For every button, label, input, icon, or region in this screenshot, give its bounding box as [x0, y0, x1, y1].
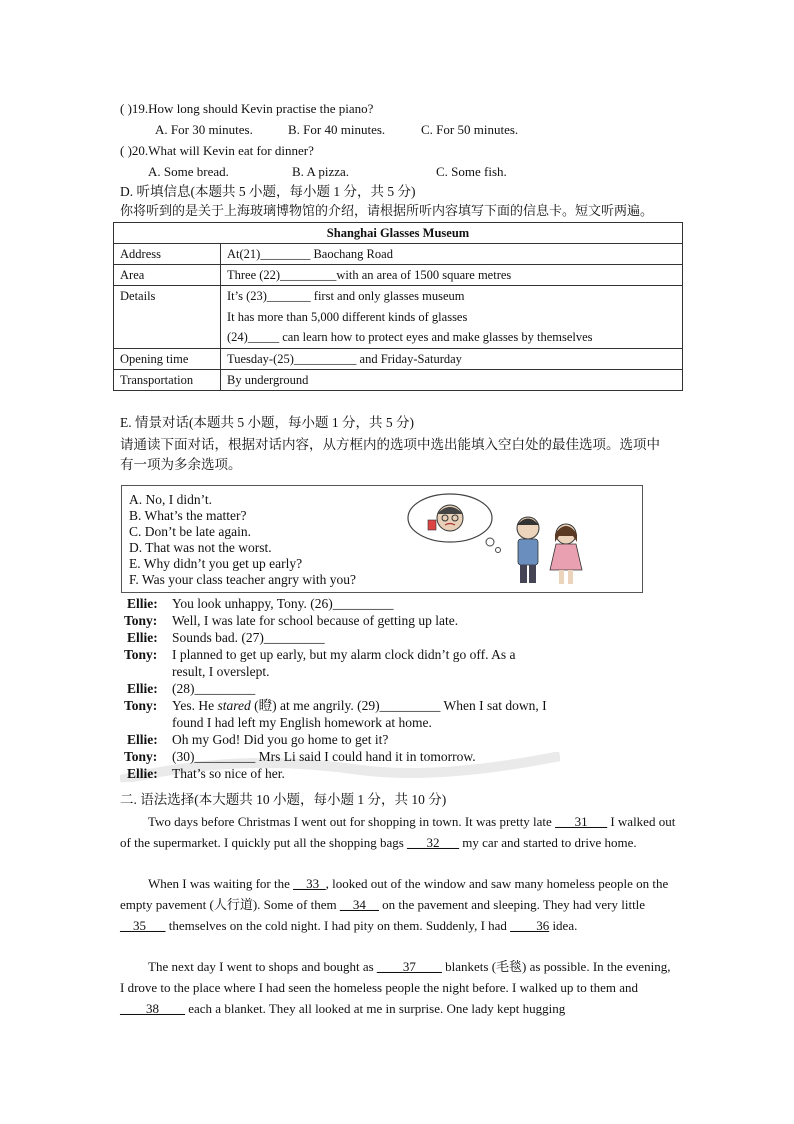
- detail-line: It has more than 5,000 different kinds of glasses: [227, 309, 468, 324]
- row-label: Address: [114, 244, 221, 265]
- passage-text: each a blanket. They all looked at me in surprise. One lady kept hugging: [185, 1001, 566, 1016]
- dialogue-text: (30)_________ Mrs Li said I could hand it in tomorrow.: [172, 749, 476, 764]
- row-value: Tuesday-(25)__________ and Friday-Saturday: [221, 348, 683, 369]
- option-f: F. Was your class teacher angry with you?: [129, 572, 357, 587]
- section-d-instruction: 你将听到的是关于上海玻璃博物馆的介绍，请根据所听内容填写下面的信息卡。短文听两遍。: [120, 203, 654, 218]
- passage-text: on the pavement and sleeping. They had very little: [378, 897, 646, 912]
- q19-option-b: B. For 40 minutes.: [288, 122, 386, 137]
- speaker-ellie: Ellie:: [127, 766, 158, 781]
- dialogue-text-before: Yes. He: [172, 698, 218, 713]
- dialogue-continuation: found I had left my English homework at home.: [172, 715, 432, 730]
- table-row: [114, 286, 683, 349]
- speaker-tony: Tony:: [124, 647, 158, 662]
- dialogue-text: (28)_________: [172, 681, 256, 696]
- blank-35: __35___: [120, 918, 166, 933]
- dialogue-line: [124, 697, 547, 714]
- detail-line: (24)_____ can learn how to protect eyes and make glasses by themselves: [227, 330, 593, 344]
- row-label: Area: [114, 265, 221, 286]
- q20-option-b: B. A pizza.: [292, 164, 350, 179]
- section-e-instruction-1: 请通读下面对话，根据对话内容，从方框内的选项中选出能填入空白处的最佳选项。选项中: [120, 437, 660, 452]
- dialogue-text: Sounds bad. (27)_________: [172, 630, 325, 645]
- table-row: [114, 369, 683, 390]
- dialogue-text: You look unhappy, Tony. (26)_________: [172, 596, 394, 611]
- section-e-title: E. 情景对话(本题共 5 小题，每小题 1 分，共 5 分): [120, 415, 414, 430]
- options-box: [121, 485, 643, 593]
- blank-37: ____37____: [376, 959, 442, 974]
- q19-option-c: C. For 50 minutes.: [421, 122, 519, 137]
- dialogue-text: I planned to get up early, but my alarm clock didn’t go off. As a: [172, 647, 516, 662]
- option-c: C. Don’t be late again.: [129, 524, 251, 539]
- blank-32: ___32___: [407, 835, 460, 850]
- speaker-ellie: Ellie:: [127, 732, 158, 747]
- speaker-tony: Tony:: [124, 749, 158, 764]
- section-d-title: D. 听填信息(本题共 5 小题，每小题 1 分，共 5 分): [120, 184, 416, 199]
- passage-text: When I was waiting for the: [148, 876, 294, 891]
- dialogue-text: Oh my God! Did you go home to get it?: [172, 732, 389, 747]
- children-illustration-icon: [398, 490, 630, 588]
- row-value: Three (22)_________with an area of 1500 square metres: [221, 265, 683, 286]
- question-20: [120, 143, 314, 159]
- question-20-text: What will Kevin eat for dinner?: [148, 143, 314, 158]
- stared-word: stared: [217, 698, 251, 713]
- row-value: [221, 286, 683, 349]
- row-label: Details: [114, 286, 221, 349]
- question-19-text: How long should Kevin practise the piano?: [148, 101, 374, 116]
- blank-31: ___31___: [555, 814, 608, 829]
- section-e-instruction-2: 有一项为多余选项。: [120, 457, 242, 472]
- row-label: Transportation: [114, 369, 221, 390]
- question-19-bracket: ( )19.: [120, 101, 149, 116]
- option-d: D. That was not the worst.: [129, 540, 272, 555]
- row-value: At(21)________ Baochang Road: [221, 244, 683, 265]
- q20-option-c: C. Some fish.: [436, 164, 507, 179]
- row-value: By underground: [221, 369, 683, 390]
- speaker-tony: Tony:: [124, 613, 158, 628]
- dialogue-text: That’s so nice of her.: [172, 766, 285, 781]
- passage-paragraph-1: [120, 811, 678, 853]
- question-19: [120, 101, 373, 117]
- dialogue-continuation: result, I overslept.: [172, 664, 270, 679]
- option-e: E. Why didn’t you get up early?: [129, 556, 303, 571]
- dialogue-line: [127, 629, 325, 646]
- speaker-ellie: Ellie:: [127, 681, 158, 696]
- row-label: Opening time: [114, 348, 221, 369]
- passage-text: I walked out of the supermarket. I quickly put all the shopping bags: [120, 814, 676, 850]
- dialogue-text-after: (瞪) at me angrily. (29)_________ When I sat down, I: [250, 698, 547, 713]
- dialogue-line: [127, 595, 393, 612]
- q20-option-a: A. Some bread.: [148, 164, 229, 179]
- table-row: [114, 244, 683, 265]
- passage-text: , looked out of the window and saw many homeless people on the empty pavement (人行道). Some of them: [120, 876, 669, 912]
- blank-33: __33_: [293, 876, 326, 891]
- question-20-bracket: ( )20.: [120, 143, 149, 158]
- table-header-row: [114, 223, 683, 244]
- passage-text: themselves on the cold night. I had pity on them. Suddenly, I had: [165, 918, 511, 933]
- grammar-section-title: 二. 语法选择(本大题共 10 小题，每小题 1 分，共 10 分): [120, 792, 447, 807]
- dialogue-line: [127, 680, 255, 697]
- passage-text: The next day I went to shops and bought as: [148, 959, 377, 974]
- detail-line: It’s (23)_______ first and only glasses museum: [227, 289, 465, 303]
- table-row: [114, 348, 683, 369]
- passage-text: blankets (毛毯) as possible. In the evening, I drove to the place where I had seen the homeless people the night before. I walked up to them and: [120, 959, 671, 995]
- passage-paragraph-2: [120, 873, 678, 936]
- info-card-table: [113, 222, 683, 391]
- passage-text: idea.: [549, 918, 578, 933]
- q19-option-a: A. For 30 minutes.: [155, 122, 253, 137]
- dialogue-line: [127, 731, 388, 748]
- table-row: [114, 265, 683, 286]
- passage-text: my car and started to drive home.: [459, 835, 637, 850]
- dialogue-line: [124, 612, 458, 629]
- dialogue-text: Well, I was late for school because of getting up late.: [172, 613, 459, 628]
- blank-38: ____38____: [120, 1001, 185, 1016]
- option-a: A. No, I didn’t.: [129, 492, 212, 507]
- passage-paragraph-3: [120, 956, 678, 1019]
- blank-34: __34__: [339, 897, 379, 912]
- passage-text: Two days before Christmas I went out for shopping in town. It was pretty late: [148, 814, 556, 829]
- speaker-tony: Tony:: [124, 698, 158, 713]
- option-b: B. What’s the matter?: [129, 508, 247, 523]
- blank-36: ____36: [510, 918, 550, 933]
- table-header: Shanghai Glasses Museum: [114, 223, 683, 244]
- speaker-ellie: Ellie:: [127, 630, 158, 645]
- speaker-ellie: Ellie:: [127, 596, 158, 611]
- dialogue-line: [124, 646, 516, 663]
- watermark-icon: [120, 752, 560, 782]
